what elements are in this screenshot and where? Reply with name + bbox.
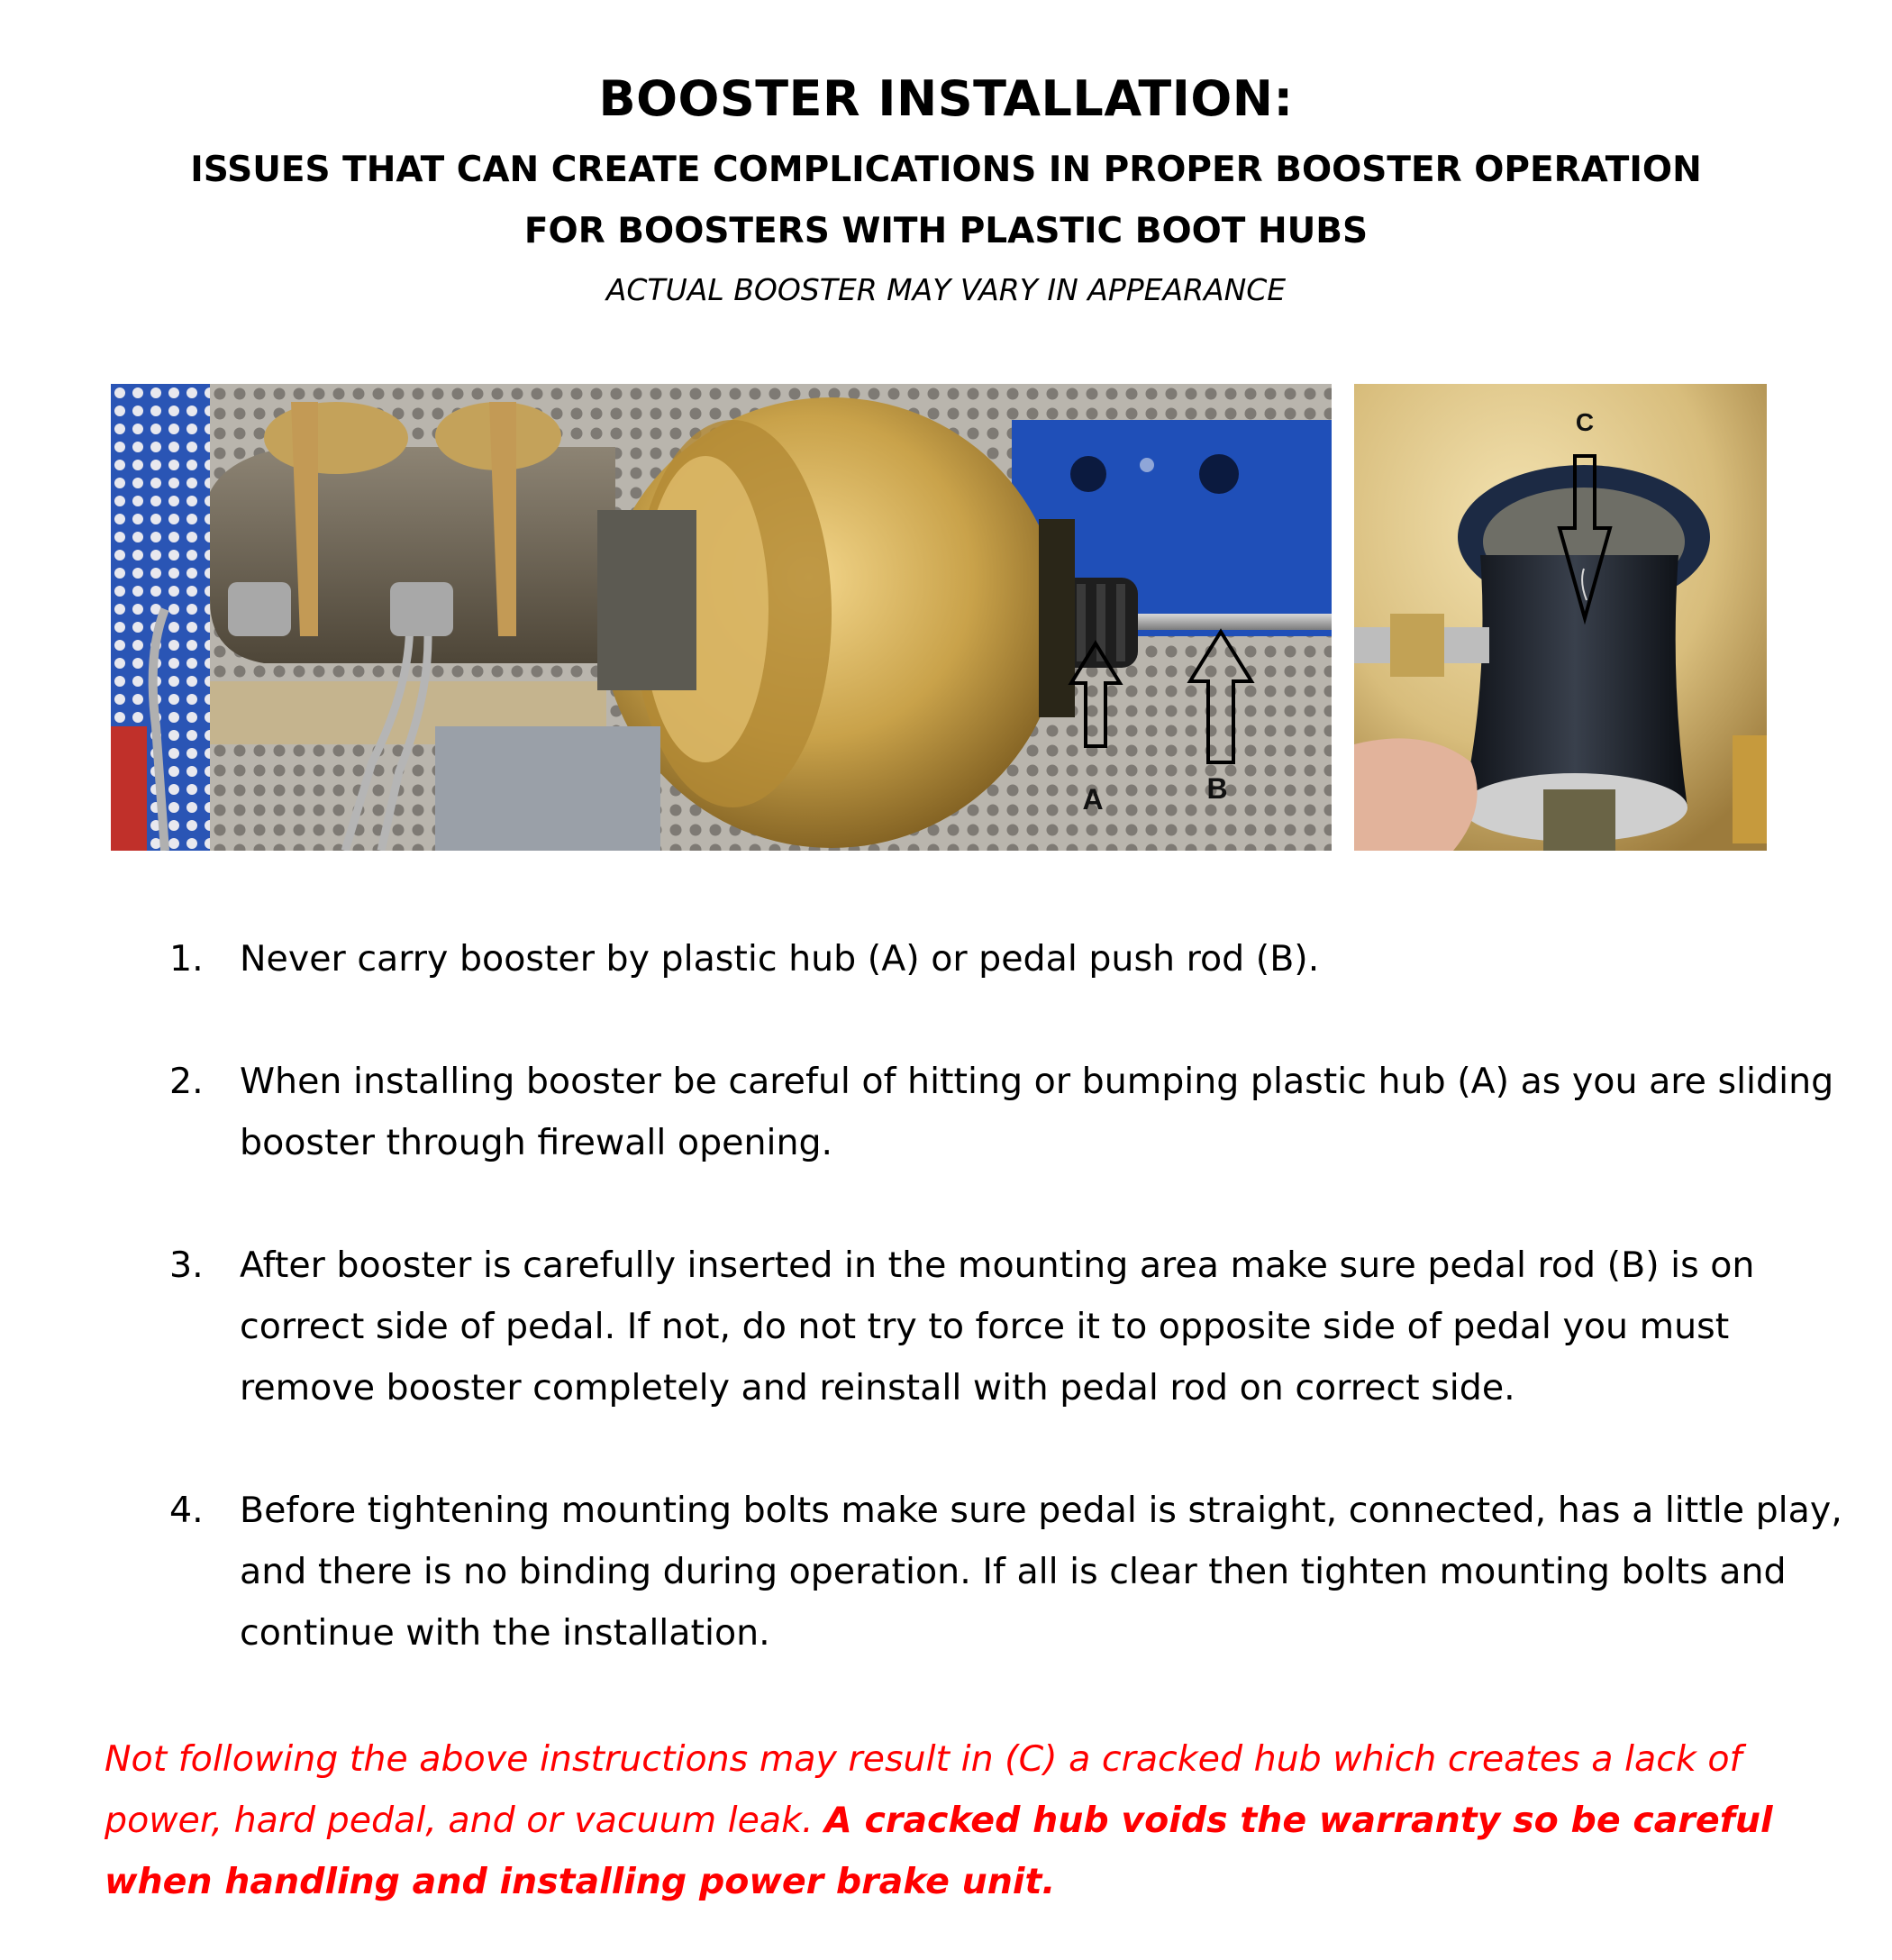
label-a: A (1082, 783, 1104, 816)
step-number: 4. (169, 1490, 204, 1531)
step-text: After booster is carefully inserted in the mounting area make sure pedal rod (B) is on correct side of pedal. If not, do not try to force it to opposite side of pedal you must remove booster completely and reinstall with pedal rod on correct side. (240, 1244, 1755, 1408)
list-item (169, 928, 1845, 989)
step-number: 3. (169, 1244, 204, 1286)
step-number: 2. (169, 1061, 204, 1102)
page-title: BOOSTER INSTALLATION: (598, 70, 1294, 127)
warning-bold-text: A cracked hub voids the warranty so be careful when handling and installing power brake unit. (105, 1800, 1773, 1902)
step-text: Never carry booster by plastic hub (A) or pedal push rod (B). (240, 938, 1320, 980)
warranty-warning (105, 1728, 1816, 1912)
list-item (169, 1051, 1845, 1173)
subtitle-line-1: ISSUES THAT CAN CREATE COMPLICATIONS IN PROPER BOOSTER OPERATION (190, 150, 1702, 190)
subtitle-line-2: FOR BOOSTERS WITH PLASTIC BOOT HUBS (523, 211, 1369, 251)
booster-photo (111, 384, 1332, 851)
step-number: 1. (169, 938, 204, 980)
warning-text: Not following the above instructions may result in (C) a cracked hub which creates a lack of power, hard pedal, and or vacuum leak. (105, 1738, 1742, 1841)
cracked-hub-photo (1354, 384, 1767, 851)
appearance-note: ACTUAL BOOSTER MAY VARY IN APPEARANCE (605, 272, 1287, 307)
step-text: Before tightening mounting bolts make sure pedal is straight, connected, has a little play, and there is no binding during operation. If all is clear then tighten mounting bolts and continue with the installation. (240, 1490, 1842, 1654)
step-text: When installing booster be careful of hitting or bumping plastic hub (A) as you are sliding booster through firewall opening. (240, 1061, 1834, 1163)
label-b: B (1206, 772, 1228, 805)
label-c: C (1575, 408, 1595, 436)
instruction-list (169, 928, 1845, 1725)
list-item (169, 1235, 1845, 1418)
list-item (169, 1480, 1845, 1664)
